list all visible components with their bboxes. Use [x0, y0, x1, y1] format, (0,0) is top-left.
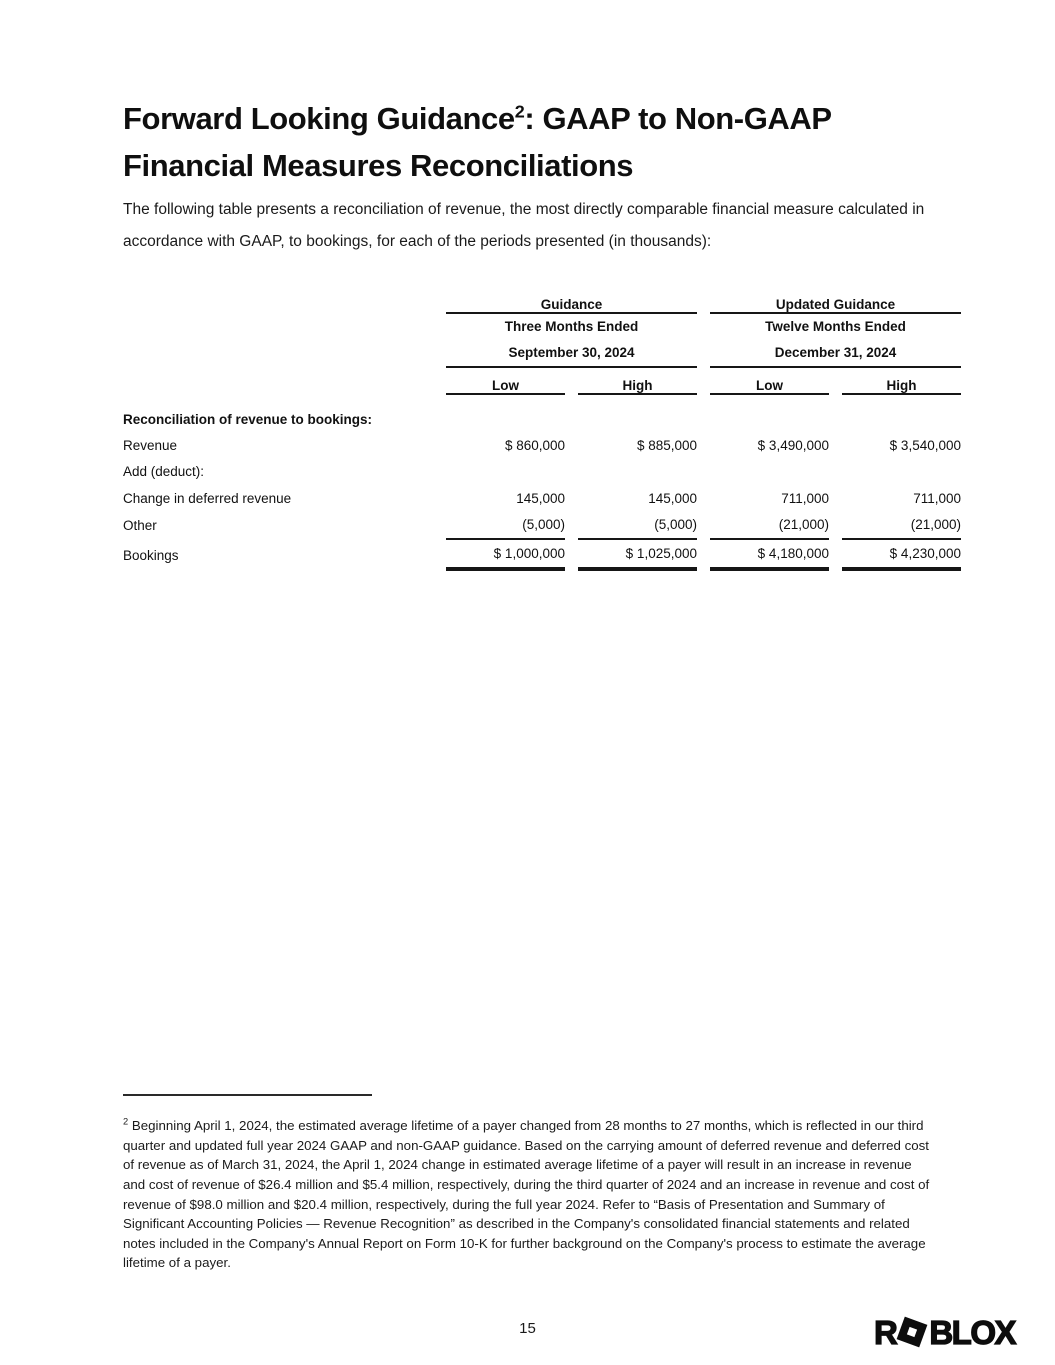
table-group-header-row [123, 288, 961, 314]
footnote-divider [123, 1094, 372, 1096]
page-title-rest: : GAAP to Non-GAAP Financial Measures Reconciliations [123, 100, 832, 183]
group-header-guidance: Guidance [446, 288, 697, 314]
table-empty-cell [446, 395, 565, 432]
table-value-cell: $ 3,540,000 [889, 437, 961, 453]
table-row-revenue [123, 432, 961, 459]
table-value-cell: 711,000 [781, 490, 829, 506]
page-title [123, 95, 943, 189]
table-total-cell: $ 4,180,000 [710, 540, 829, 571]
page-number: 15 [519, 1320, 536, 1337]
row-label: Bookings [123, 547, 179, 563]
column-header-high-1: High [578, 368, 697, 395]
group-header-updated-guidance: Updated Guidance [710, 288, 961, 314]
footnote-text [123, 1116, 935, 1273]
section-label: Reconciliation of revenue to bookings: [123, 411, 373, 427]
roblox-logo [874, 1312, 1015, 1354]
table-empty-cell [842, 395, 961, 432]
table-value-cell: (21,000) [710, 512, 829, 541]
row-label: Change in deferred revenue [123, 490, 292, 506]
table-value-cell [842, 459, 961, 486]
column-header-high-2: High [842, 368, 961, 395]
table-total-cell: $ 4,230,000 [842, 540, 961, 571]
table-total-cell: $ 1,000,000 [446, 540, 565, 571]
table-column-header-row [123, 368, 961, 395]
table-value-cell: (5,000) [578, 512, 697, 541]
period-header-fy [710, 314, 961, 368]
period-header-q3 [446, 314, 697, 368]
table-empty-cell [578, 395, 697, 432]
period-header-fy-line1: Twelve Months Ended [765, 319, 906, 334]
column-header-low-1: Low [446, 368, 565, 395]
row-label: Other [123, 518, 157, 534]
roblox-tilted-square-icon [897, 1317, 928, 1348]
footnote-marker: 2 [123, 1116, 129, 1127]
column-header-low-2: Low [710, 368, 829, 395]
table-spacer-cell [123, 288, 433, 314]
table-period-header-row [123, 314, 961, 368]
table-row-add-deduct [123, 459, 961, 486]
table-value-cell [578, 459, 697, 486]
row-label: Add (deduct): [123, 464, 205, 480]
roblox-logo-text-blox: BLOX [929, 1314, 1015, 1351]
table-value-cell: $ 860,000 [504, 437, 565, 453]
table-empty-cell [710, 395, 829, 432]
intro-paragraph: The following table presents a reconciliation of revenue, the most directly comparable financial measure calculated in accordance with GAAP, to bookings, for each of the periods presented (in thousands): [123, 200, 925, 250]
table-value-cell [710, 459, 829, 486]
period-header-q3-line1: Three Months Ended [504, 319, 639, 334]
table-value-cell: 711,000 [913, 490, 961, 506]
table-spacer-cell [123, 314, 433, 368]
table-row-other [123, 512, 961, 541]
table-value-cell: 145,000 [516, 490, 565, 506]
table-section-row [123, 395, 961, 432]
table-spacer-cell [123, 368, 433, 395]
table-value-cell: 145,000 [648, 490, 697, 506]
table-total-cell: $ 1,025,000 [578, 540, 697, 571]
table-value-cell: (5,000) [446, 512, 565, 541]
roblox-logo-text-r: R [873, 1314, 897, 1351]
table-row-change-deferred-revenue [123, 485, 961, 512]
row-label: Revenue [123, 437, 178, 453]
page-title-main: Forward Looking Guidance [123, 100, 515, 136]
period-header-q3-line2: September 30, 2024 [508, 345, 635, 360]
page-title-footnote-ref: 2 [514, 101, 525, 122]
footnote-body: Beginning April 1, 2024, the estimated average lifetime of a payer changed from 28 months to 27 months, which is reflected in our third quarter and updated full year 2024 GAAP and non-GAAP guidance. Based on the carrying amount of deferred revenue and deferred cost of revenue as of March 31, 2024, the April 1, 2024 change in estimated average lifetime of a payer will result in an increase in revenue and cost of revenue of $26.4 million and $5.4 million, respectively, during the third quarter of 2024 and an increase in revenue and cost of revenue of $98.0 million and $20.4 million, respectively, during the full year 2024. Refer to “Basis of Presentation and Summary of Significant Accounting Policies — Revenue Recognition” as described in the Company's consolidated financial statements and related notes included in the Company's Annual Report on Form 10-K for further background on the Company's process to estimate the average lifetime of a payer. [123, 1118, 930, 1271]
period-header-fy-line2: December 31, 2024 [774, 345, 897, 360]
table-value-cell: $ 3,490,000 [757, 437, 829, 453]
reconciliation-table [110, 288, 974, 571]
table-value-cell: $ 885,000 [636, 437, 697, 453]
table-row-bookings [123, 540, 961, 571]
table-value-cell: (21,000) [842, 512, 961, 541]
table-value-cell [446, 459, 565, 486]
